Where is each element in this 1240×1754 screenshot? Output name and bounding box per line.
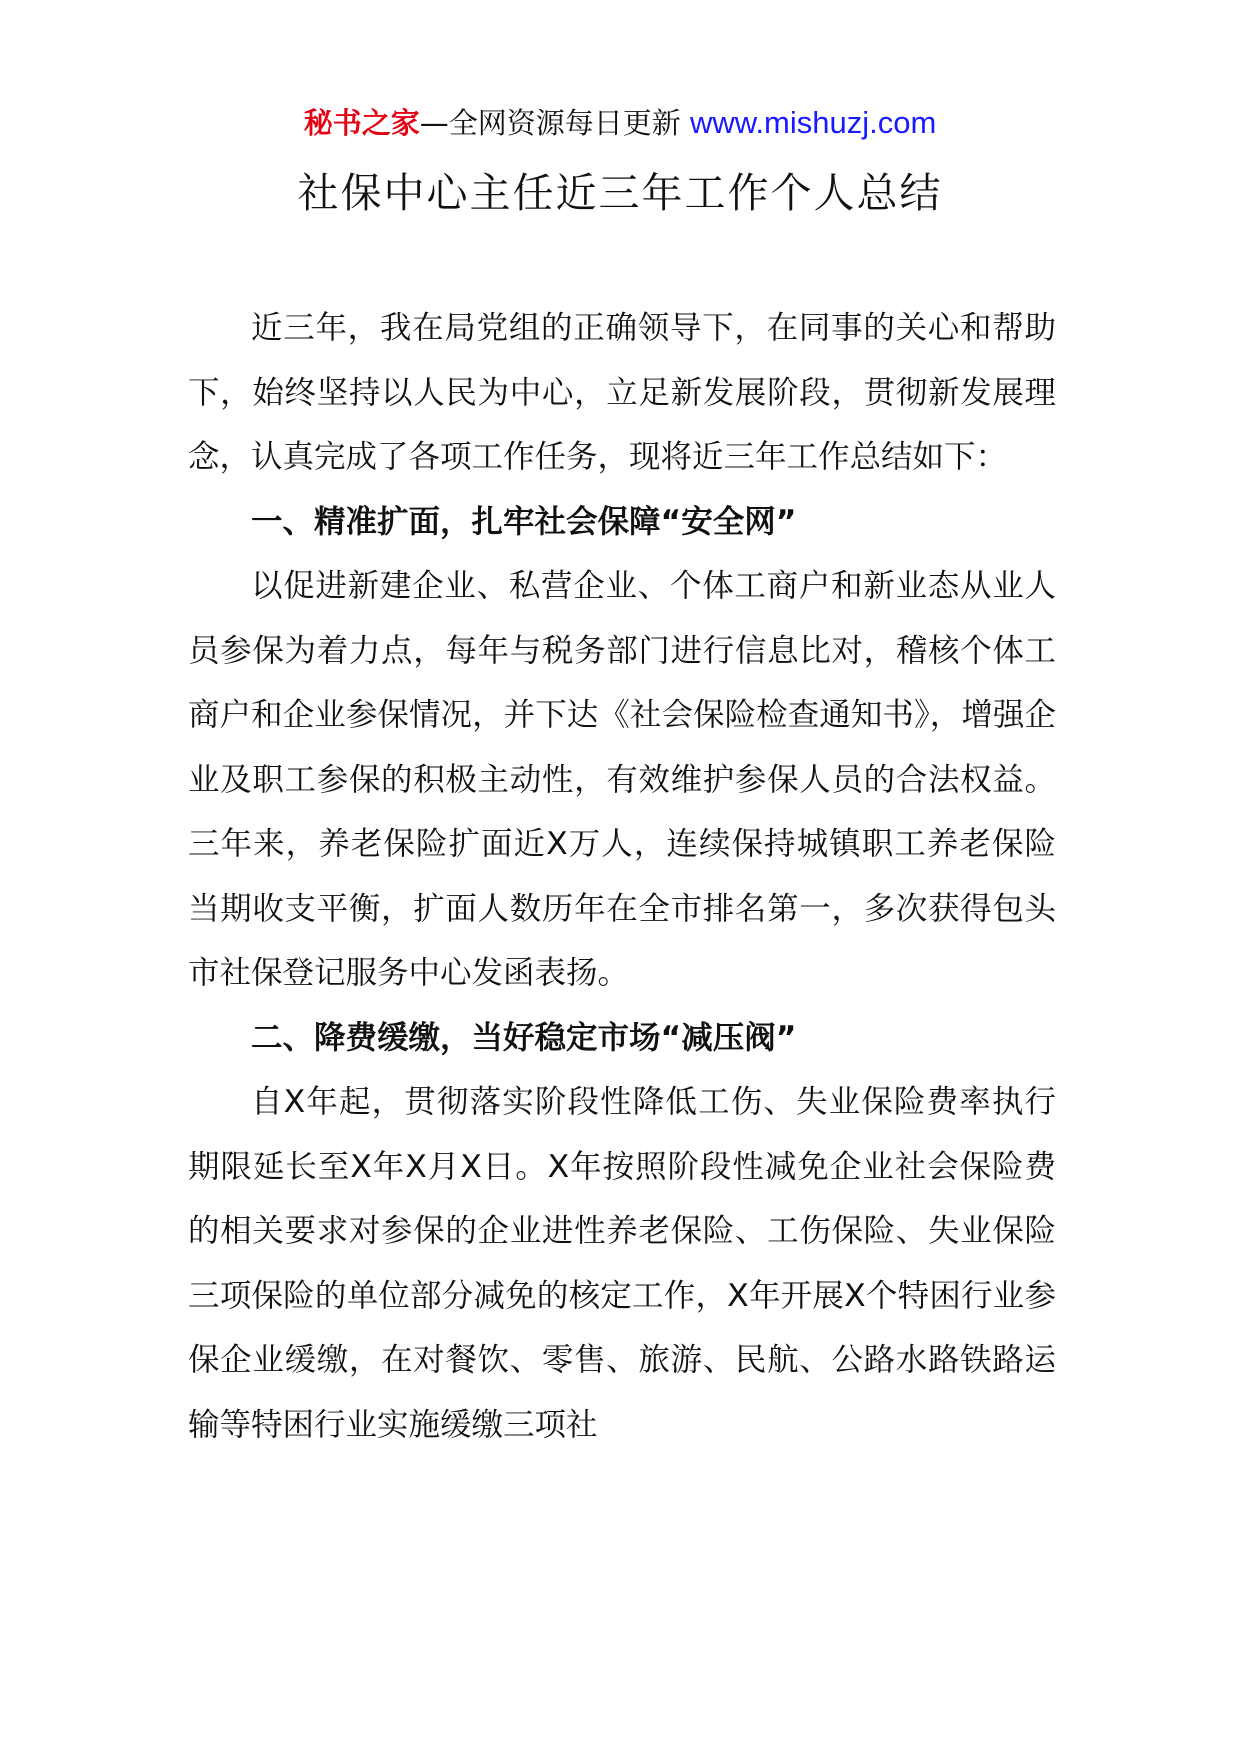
document-body	[188, 296, 1056, 1457]
brand-name: 秘书之家	[303, 106, 420, 140]
section-paragraph-1: 以促进新建企业、私营企业、个体工商户和新业态从业人员参保为着力点，每年与税务部门进行信息比对，稽核个体工商户和企业参保情况，并下达《社会保险检查通知书》，增强企业及职工参保的积极主动性，有效维护参保人员的合法权益。三年来，养老保险扩面近X万人，连续保持城镇职工养老保险当期收支平衡，扩面人数历年在全市排名第一，多次获得包头市社保登记服务中心发函表扬。	[188, 568, 1056, 991]
intro-paragraph: 近三年，我在局党组的正确领导下，在同事的关心和帮助下，始终坚持以人民为中心，立足新发展阶段，贯彻新发展理念，认真完成了各项工作任务，现将近三年工作总结如下：	[188, 310, 1056, 475]
document-title: 社保中心主任近三年工作个人总结	[297, 169, 943, 217]
section-paragraph-2: 自X年起，贯彻落实阶段性降低工伤、失业保险费率执行期限延长至X年X月X日。X年按照阶段性减免企业社会保险费的相关要求对参保的企业进性养老保险、工伤保险、失业保险三项保险的单位部分减免的核定工作，X年开展X个特困行业参保企业缓缴，在对餐饮、零售、旅游、民航、公路水路铁路运输等特困行业实施缓缴三项社	[188, 1084, 1056, 1443]
site-header	[0, 103, 1240, 143]
section-heading-1: 一、精准扩面，扎牢社会保障“安全网”	[251, 503, 797, 540]
site-url-link[interactable]: www.mishuzj.com	[689, 105, 937, 140]
section-heading-2: 二、降费缓缴，当好稳定市场“减压阀”	[251, 1019, 797, 1056]
header-tagline: —全网资源每日更新	[419, 106, 690, 140]
